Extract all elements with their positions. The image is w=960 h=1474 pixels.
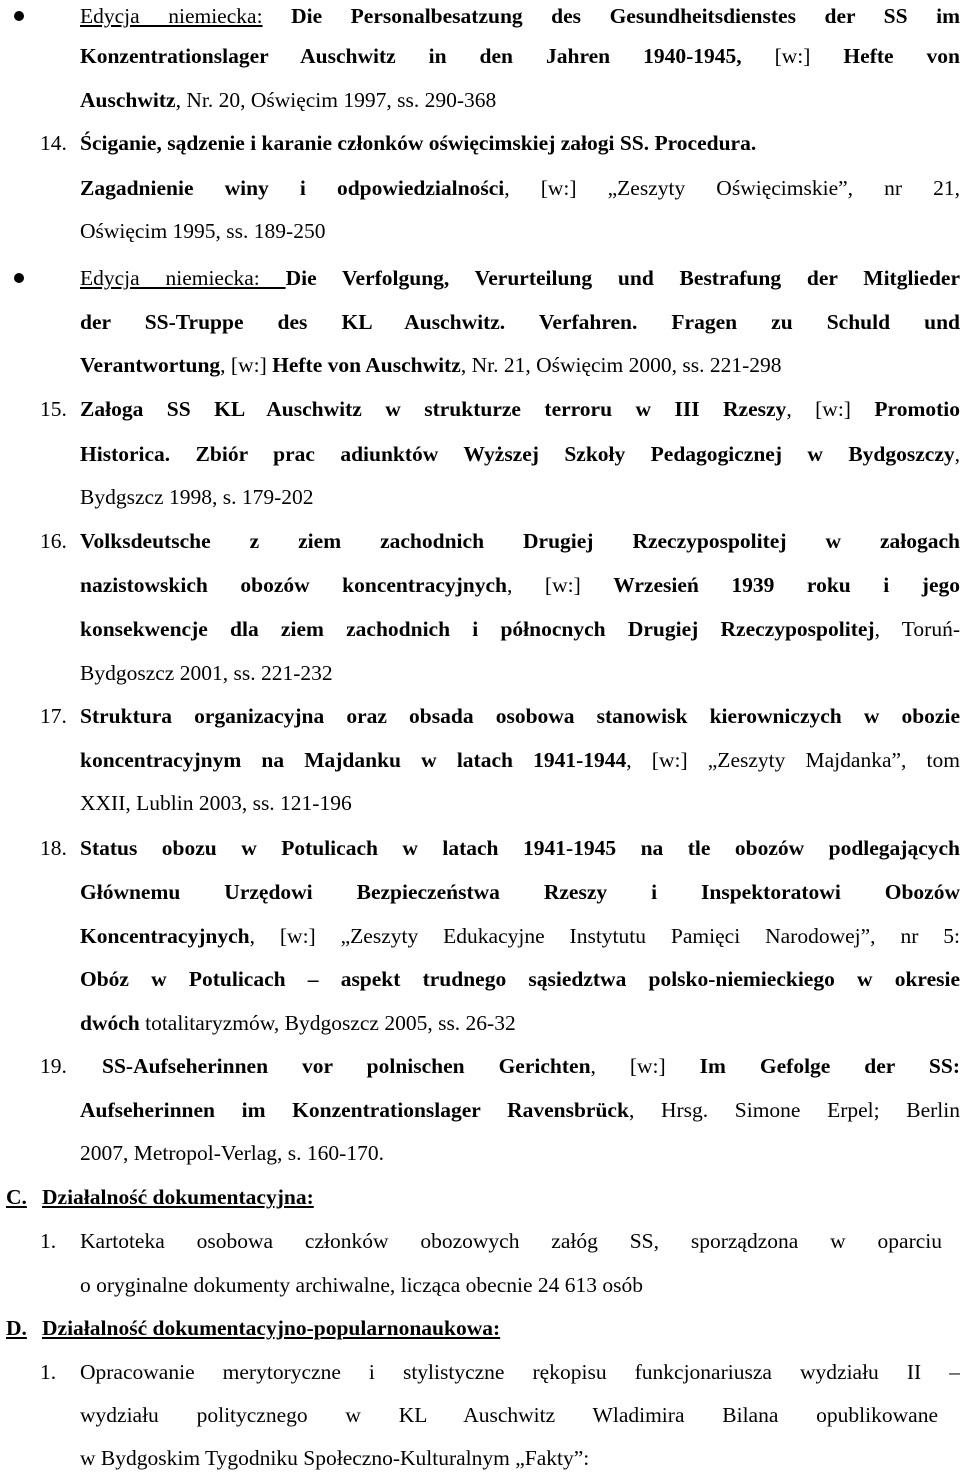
section-title: Działalność dokumentacyjno-popularnonaukowa: [42, 1316, 501, 1340]
list-number: 1. [40, 1360, 57, 1384]
text-line: Aufseherinnen im Konzentrationslager Ravensbrück, Hrsg. Simone Erpel; Berlin [80, 1098, 960, 1122]
edition-label: Edycja niemiecka: [80, 4, 263, 28]
text-line: Głównemu Urzędowi Bezpieczeństwa Rzeszy i Inspektoratowi Obozów [80, 880, 960, 904]
entry-number: 18. [40, 836, 67, 860]
text-line: Konzentrationslager Auschwitz in den Jahren 1940-1945, [w:] Hefte von [80, 44, 960, 68]
text-line: Ściganie, sądzenie i karanie członków oświęcimskiej załogi SS. Procedura. [80, 131, 757, 155]
text-line: Opracowanie merytoryczne i stylistyczne rękopisu funkcjonariusza wydziału II – [80, 1360, 960, 1384]
section-title: Działalność dokumentacyjna: [42, 1185, 314, 1209]
text-line: Edycja niemiecka: Die Verfolgung, Verurteilung und Bestrafung der Mitglieder [80, 266, 960, 290]
text-line: Auschwitz, Nr. 20, Oświęcim 1997, ss. 290-368 [80, 88, 497, 112]
text-line: Struktura organizacyjna oraz obsada osobowa stanowisk kierowniczych w obozie [80, 704, 960, 728]
text-line: o oryginalne dokumenty archiwalne, licząca obecnie 24 613 osób [80, 1273, 643, 1297]
list-number: 1. [40, 1229, 57, 1253]
bullet-icon [14, 273, 24, 283]
text-line: XXII, Lublin 2003, ss. 121-196 [80, 791, 352, 815]
text-line: w Bydgoskim Tygodniku Społeczno-Kulturalnym „Fakty”: [80, 1446, 590, 1470]
bullet-icon [14, 11, 24, 21]
section-letter: C. [6, 1185, 27, 1209]
text-line: wydziału politycznego w KL Auschwitz Wladimira Bilana opublikowane [80, 1403, 938, 1427]
text-line: SS-Aufseherinnen vor polnischen Gerichten, [w:] Im Gefolge der SS: [102, 1054, 960, 1078]
edition-label: Edycja niemiecka: [80, 266, 286, 290]
section-letter: D. [6, 1316, 27, 1340]
text-line: Bydgszcz 1998, s. 179-202 [80, 485, 314, 509]
entry-number: 19. [40, 1054, 67, 1078]
text-line: nazistowskich obozów koncentracyjnych, [w:] Wrzesień 1939 roku i jego [80, 573, 960, 597]
text-line: konsekwencje dla ziem zachodnich i północnych Drugiej Rzeczypospolitej, Toruń- [80, 617, 960, 641]
text-line: Koncentracyjnych, [w:] „Zeszyty Edukacyjne Instytutu Pamięci Narodowej”, nr 5: [80, 924, 960, 948]
entry-number: 15. [40, 397, 67, 421]
text-line: 2007, Metropol-Verlag, s. 160-170. [80, 1141, 384, 1165]
text-line: Verantwortung, [w:] Hefte von Auschwitz, Nr. 21, Oświęcim 2000, ss. 221-298 [80, 353, 782, 377]
text-line: Obóz w Potulicach – aspekt trudnego sąsiedztwa polsko-niemieckiego w okresie [80, 967, 960, 991]
text-line: Bydgoszcz 2001, ss. 221-232 [80, 661, 333, 685]
text-line: Edycja niemiecka: Die Personalbesatzung des Gesundheitsdienstes der SS im [80, 4, 960, 28]
entry-number: 17. [40, 704, 67, 728]
entry-number: 14. [40, 131, 67, 155]
entry-number: 16. [40, 529, 67, 553]
text-line: Kartoteka osobowa członków obozowych załóg SS, sporządzona w oparciu [80, 1229, 942, 1253]
text-line: Status obozu w Potulicach w latach 1941-1945 na tle obozów podlegających [80, 836, 960, 860]
text-line: der SS-Truppe des KL Auschwitz. Verfahren. Fragen zu Schuld und [80, 310, 960, 334]
text-line: Zagadnienie winy i odpowiedzialności, [w:] „Zeszyty Oświęcimskie”, nr 21, [80, 176, 960, 200]
text-line: koncentracyjnym na Majdanku w latach 1941-1944, [w:] „Zeszyty Majdanka”, tom [80, 748, 960, 772]
text-line: Oświęcim 1995, ss. 189-250 [80, 219, 326, 243]
text-line: Volksdeutsche z ziem zachodnich Drugiej Rzeczypospolitej w załogach [80, 529, 960, 553]
text-line: dwóch totalitaryzmów, Bydgoszcz 2005, ss. 26-32 [80, 1011, 516, 1035]
text-line: Historica. Zbiór prac adiunktów Wyższej Szkoły Pedagogicznej w Bydgoszczy, [80, 442, 960, 466]
text-line: Załoga SS KL Auschwitz w strukturze terroru w III Rzeszy, [w:] Promotio [80, 397, 960, 421]
